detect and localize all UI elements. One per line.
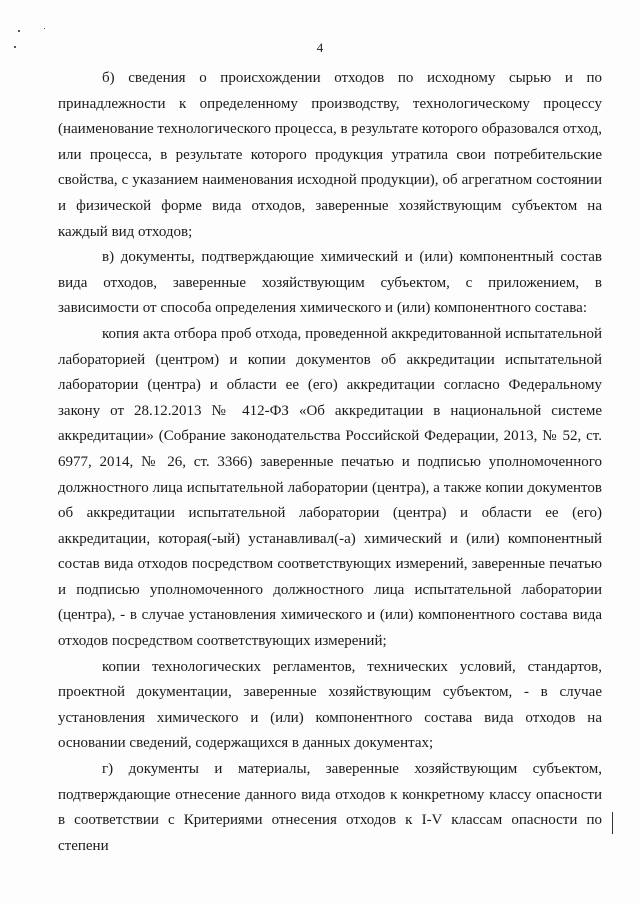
document-body: [58, 66, 602, 859]
paragraph-technical-regulations-copy: копии технологических регламентов, технических условий, стандартов, проектной документации, заверенные хозяйствующим субъектом, - в случае установления химического и (или) компонентного состава вида отходов на основании сведений, содержащихся в данных документах;: [58, 658, 602, 752]
paragraph-sampling-act-copy: копия акта отбора проб отхода, проведенной аккредитованной испытательной лабораторией (центром) и копии документов об аккредитации испытательной лаборатории (центра) и области ее (его) аккредитации согласно Федеральному закону от 28.12.2013 № 412-ФЗ «Об аккредитации в национальной системе аккредитации» (Собрание законодательства Российской Федерации, 2013, № 52, ст. 6977, 2014, № 26, ст. 3366) заверенные печатью и подписью уполномоченного должностного лица испытательной лаборатории (центра), а также копии документов об аккредитации испытательной лаборатории (центра) и области ее (его) аккредитации, которая(-ый) устанавливал(-а) химический и (или) компонентный состав вида отходов посредством соответствующих измерений, заверенные печатью и подписью уполномоченного должностного лица испытательной лаборатории (центра), - в случае установления химического и (или) компонентного состава вида отходов посредством соответствующих измерений;: [58, 325, 602, 650]
scan-edge-mark: [612, 812, 613, 834]
paragraph-v-composition-documents: в) документы, подтверждающие химический и (или) компонентный состав вида отходов, заверенные хозяйствующим субъектом, с приложением, в зависимости от способа определения химического и (или) компонентного состава:: [58, 249, 602, 317]
scan-speck: [44, 28, 45, 29]
paragraph-b-waste-origin: б) сведения о происхождении отходов по исходному сырью и по принадлежности к определенному производству, технологическому процессу (наименование технологического процесса, в результате которого образовался отход, или процесса, в результате которого продукция утратила свои потребительские свойства, с указанием наименования исходной продукции), об агрегатном состоянии и физической форме вида отходов, заверенные хозяйствующим субъектом на каждый вид отходов;: [58, 70, 602, 240]
paragraph-g-hazard-class-documents: г) документы и материалы, заверенные хозяйствующим субъектом, подтверждающие отнесение данного вида отходов к конкретному классу опасности в соответствии с Критериями отнесения отходов к I-V классам опасности по степени: [58, 761, 602, 854]
scan-speck: [18, 30, 20, 32]
page-number: 4: [316, 40, 324, 55]
